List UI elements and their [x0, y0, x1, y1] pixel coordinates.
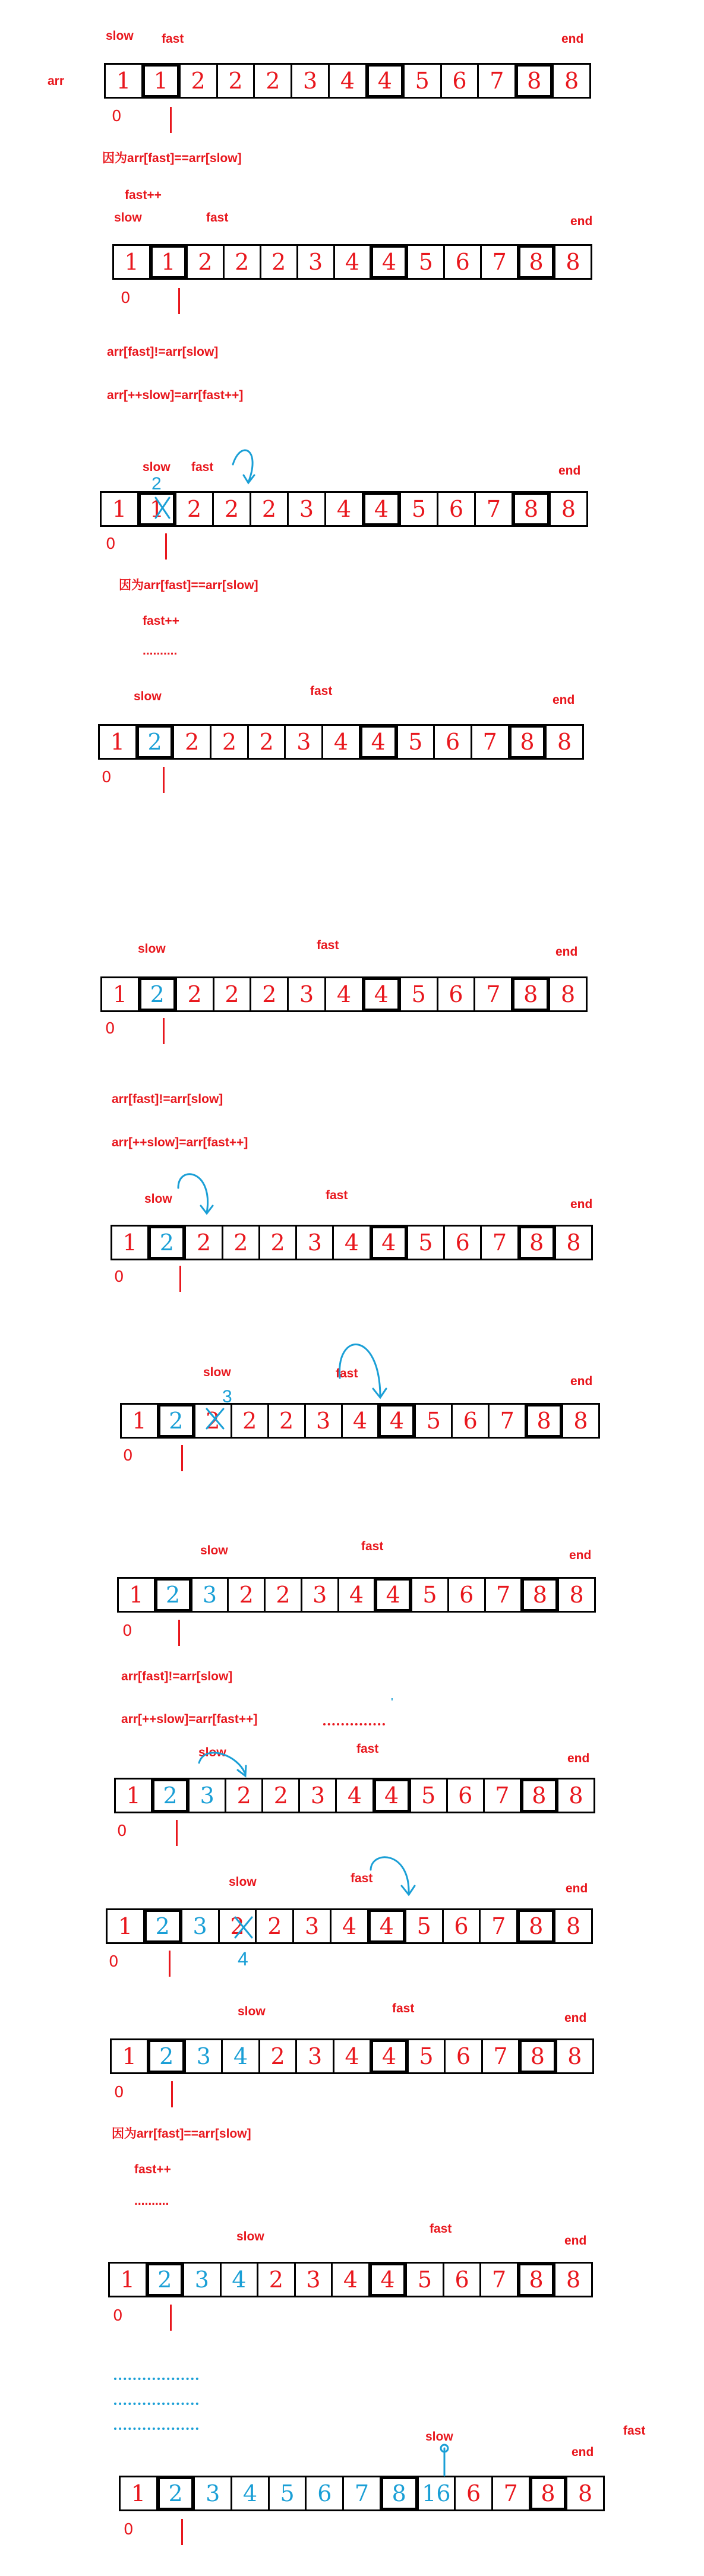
fast-label: fast	[162, 32, 184, 46]
array-cell: 8	[566, 249, 580, 275]
array-cell: 8	[526, 1405, 563, 1437]
array-cell: 4	[337, 1780, 374, 1812]
array-cell: 8	[578, 2480, 593, 2507]
end-label: end	[570, 1374, 593, 1388]
array-row	[110, 2038, 594, 2074]
array-cell: 2	[186, 1227, 223, 1259]
array-cell: 2	[258, 2264, 296, 2296]
array-cell: 7	[479, 65, 516, 97]
note-assign: arr[++slow]=arr[fast++]	[121, 1712, 258, 1726]
array-cell: 2	[153, 1780, 190, 1812]
array-cell: 2	[220, 1910, 257, 1942]
array-cell: 7	[490, 1405, 526, 1437]
array-cell: 2	[260, 2040, 297, 2072]
fast-label: fast	[623, 2424, 646, 2438]
array-cell: 8	[567, 2043, 582, 2069]
array-cell: 3	[302, 1579, 339, 1611]
array-cell: 2	[269, 1405, 306, 1437]
array-cell: 4	[326, 978, 364, 1010]
index-zero: 0	[113, 2307, 123, 2325]
array-cell: 4	[370, 2264, 408, 2296]
array-cell: 5	[408, 1227, 445, 1259]
array-cell: 8	[520, 2040, 557, 2072]
array-cell: 4	[339, 1579, 376, 1611]
array-cell: 6	[438, 978, 476, 1010]
array-cell: 2	[251, 978, 289, 1010]
array-cell: 4	[371, 1227, 408, 1259]
array-cell: 6	[449, 1579, 486, 1611]
array-cell: 5	[406, 1910, 444, 1942]
array-cell: 8	[569, 1782, 583, 1809]
array-cell: 2	[214, 978, 252, 1010]
array-cell: 1	[122, 1405, 159, 1437]
array-cell: 4	[232, 2477, 270, 2509]
overwrite-digit: 3	[222, 1387, 232, 1406]
array-cell: 7	[482, 246, 519, 278]
array-cell: 7	[483, 2040, 520, 2072]
array-cell: 1	[112, 1227, 149, 1259]
array-cell: 5	[416, 1405, 453, 1437]
array-cell: 1	[100, 726, 137, 758]
ellipsis: ..........	[143, 644, 178, 658]
note-not-equal: arr[fast]!=arr[slow]	[107, 345, 219, 359]
array-cell: 4	[379, 1405, 416, 1437]
slow-label: slow	[229, 1875, 257, 1889]
array-cell: 8	[519, 1227, 556, 1259]
array-cell: 3	[297, 2040, 334, 2072]
array-row	[98, 724, 584, 760]
fast-marker	[178, 1620, 180, 1646]
array-cell: 2	[226, 1780, 263, 1812]
array-cell: 2	[218, 65, 255, 97]
fast-label: fast	[206, 211, 229, 225]
fast-label: fast	[430, 2222, 452, 2236]
array-cell: 4	[223, 2040, 260, 2072]
end-label: end	[564, 2011, 587, 2025]
fast-marker	[170, 107, 172, 133]
curved-arrow-icon	[402, 1886, 415, 1895]
index-zero: 0	[114, 2084, 124, 2101]
array-cell: 2	[156, 1579, 192, 1611]
index-zero: 0	[105, 1020, 115, 1038]
end-label: end	[567, 1752, 590, 1765]
array-cell: 1	[119, 1579, 156, 1611]
fast-marker	[181, 2519, 183, 2545]
array-cell: 2	[261, 246, 298, 278]
array-cell: 5	[398, 726, 435, 758]
note-not-equal: arr[fast]!=arr[slow]	[112, 1092, 223, 1106]
array-cell: 1	[121, 2477, 158, 2509]
array-cell: 2	[188, 246, 225, 278]
array-cell: 7	[482, 1227, 519, 1259]
fast-marker	[179, 1266, 181, 1292]
array-cell: 8	[573, 1408, 588, 1434]
array-cell: 4	[330, 65, 367, 97]
note-equal: 因为arr[fast]==arr[slow]	[102, 151, 242, 165]
array-cell: 6	[444, 2264, 482, 2296]
fast-label: fast	[336, 1367, 358, 1380]
array-cell: 3	[306, 1405, 343, 1437]
array-cell: 16	[419, 2477, 456, 2509]
fast-marker	[171, 2081, 173, 2107]
array-cell: 6	[445, 246, 482, 278]
array-cell: 1	[112, 2040, 149, 2072]
fast-marker	[163, 767, 165, 793]
overwrite-digit: 4	[238, 1948, 248, 1970]
fast-marker	[178, 288, 180, 314]
index-zero: 0	[112, 108, 122, 125]
array-cell: 2	[255, 65, 292, 97]
fast-label: fast	[317, 938, 339, 952]
array-row	[114, 1778, 595, 1813]
array-cell: 5	[411, 1780, 448, 1812]
array-cell: 8	[522, 1579, 559, 1611]
array-cell: 8	[531, 2477, 568, 2509]
note-equal: 因为arr[fast]==arr[slow]	[112, 2127, 251, 2141]
slow-label: slow	[425, 2430, 453, 2444]
array-cell: 4	[371, 246, 408, 278]
slow-label: slow	[238, 2005, 266, 2018]
ellipsis-dots	[323, 1723, 385, 1728]
end-label: end	[564, 2234, 587, 2248]
array-cell: 4	[334, 1227, 371, 1259]
array-cell: 3	[296, 2264, 333, 2296]
slow-label: slow	[236, 2230, 264, 2243]
tick-mark: '	[391, 1697, 393, 1707]
index-zero: 0	[109, 1953, 119, 1971]
array-cell: 6	[445, 1227, 482, 1259]
array-cell: 8	[561, 496, 576, 522]
slow-label: slow	[144, 1192, 172, 1206]
array-cell: 4	[343, 1405, 380, 1437]
curved-arrow-icon	[371, 1857, 409, 1894]
array-cell: 2	[181, 65, 218, 97]
array-cell: 1	[102, 978, 140, 1010]
array-cell: 1	[151, 246, 188, 278]
array-cell: 3	[298, 246, 335, 278]
fast-label: fast	[310, 684, 333, 698]
fast-marker	[163, 1018, 165, 1044]
array-cell: 3	[195, 2477, 232, 2509]
array-cell: 1	[108, 1910, 145, 1942]
array-cell: 6	[435, 726, 472, 758]
fast-label: fast	[361, 1540, 384, 1553]
fast-label: fast	[191, 460, 214, 474]
slow-label: slow	[114, 211, 142, 225]
fast-label: fast	[392, 2002, 415, 2015]
array-cell: 2	[145, 1910, 182, 1942]
array-cell: 2	[263, 1780, 300, 1812]
array-cell: 8	[519, 246, 555, 278]
array-cell: 4	[367, 65, 405, 97]
array-cell: 2	[211, 726, 249, 758]
array-row	[119, 2476, 605, 2511]
end-label: end	[570, 1197, 593, 1211]
slow-label: slow	[198, 1746, 226, 1759]
array-cell: 2	[140, 978, 177, 1010]
array-cell: 5	[270, 2477, 307, 2509]
array-cell: 2	[232, 1405, 269, 1437]
array-cell: 7	[486, 1579, 523, 1611]
array-cell: 7	[344, 2477, 381, 2509]
array-cell: 2	[137, 726, 175, 758]
array-cell: 7	[472, 726, 510, 758]
array-cell: 2	[225, 246, 261, 278]
array-cell: 2	[174, 726, 211, 758]
array-cell: 5	[412, 1579, 449, 1611]
array-cell: 4	[364, 978, 401, 1010]
array-cell: 2	[251, 493, 289, 525]
array-row	[117, 1577, 596, 1613]
array-cell: 8	[513, 493, 551, 525]
array-cell: 8	[557, 729, 572, 755]
array-cell: 4	[371, 2040, 408, 2072]
curved-arrow-icon	[244, 475, 254, 483]
array-row	[104, 63, 591, 99]
array-cell: 2	[149, 2040, 185, 2072]
fast-marker	[165, 533, 167, 560]
array-cell: 2	[249, 726, 286, 758]
slow-label: slow	[143, 460, 171, 474]
note-fast-inc: fast++	[143, 614, 179, 628]
array-cell: 7	[475, 978, 513, 1010]
note-not-equal: arr[fast]!=arr[slow]	[121, 1670, 233, 1683]
index-zero: 0	[124, 2521, 134, 2539]
note-assign: arr[++slow]=arr[fast++]	[112, 1136, 248, 1149]
array-cell: 6	[307, 2477, 344, 2509]
ellipsis-dots	[114, 2403, 198, 2407]
array-row	[108, 2262, 593, 2297]
array-cell: 3	[289, 978, 326, 1010]
array-cell: 1	[143, 65, 181, 97]
array-cell: 4	[361, 726, 398, 758]
slow-label: slow	[203, 1366, 231, 1379]
array-cell: 2	[159, 1405, 195, 1437]
array-cell: 8	[569, 1582, 584, 1608]
array-cell: 5	[401, 978, 438, 1010]
fast-marker	[181, 1445, 183, 1471]
curved-arrow-icon	[233, 450, 252, 482]
array-cell: 3	[186, 2040, 223, 2072]
array-cell: 4	[326, 493, 364, 525]
array-cell: 4	[334, 2040, 371, 2072]
index-zero: 0	[117, 1822, 127, 1840]
array-cell: 2	[176, 493, 214, 525]
array-cell: 8	[566, 2267, 581, 2293]
note-equal: 因为arr[fast]==arr[slow]	[119, 579, 258, 592]
array-cell: 4	[375, 1579, 412, 1611]
array-cell: 3	[192, 1579, 229, 1611]
end-label: end	[566, 1882, 588, 1895]
index-zero: 0	[114, 1268, 124, 1286]
array-cell: 2	[266, 1579, 302, 1611]
index-zero: 0	[123, 1447, 133, 1465]
end-label: end	[570, 214, 593, 228]
array-cell: 5	[409, 2040, 446, 2072]
array-cell: 6	[442, 65, 479, 97]
slow-label: slow	[134, 690, 162, 703]
curved-arrow-icon	[238, 1766, 246, 1776]
ellipsis-dots	[114, 2428, 198, 2432]
fast-label: fast	[356, 1742, 379, 1756]
array-cell: 8	[381, 2477, 419, 2509]
array-cell: 6	[438, 493, 476, 525]
array-cell: 6	[446, 2040, 482, 2072]
array-cell: 8	[510, 726, 547, 758]
array-cell: 5	[401, 493, 438, 525]
array-row	[112, 244, 592, 280]
array-cell: 6	[448, 1780, 485, 1812]
fast-marker	[169, 1951, 171, 1977]
index-zero: 0	[106, 535, 116, 553]
array-cell: 8	[564, 68, 579, 94]
array-cell: 4	[222, 2264, 259, 2296]
array-row	[100, 976, 588, 1012]
array-cell: 2	[147, 2264, 185, 2296]
curved-arrow-icon	[373, 1389, 386, 1398]
array-cell: 4	[364, 493, 401, 525]
array-cell: 7	[493, 2477, 531, 2509]
end-label: end	[555, 945, 578, 959]
curved-arrow-icon	[178, 1174, 208, 1213]
array-cell: 1	[116, 1780, 153, 1812]
array-cell: 3	[294, 1910, 332, 1942]
array-cell: 1	[106, 65, 143, 97]
arr-label: arr	[48, 74, 65, 88]
array-cell: 5	[407, 2264, 444, 2296]
array-cell: 1	[110, 2264, 147, 2296]
array-cell: 1	[114, 246, 151, 278]
array-cell: 1	[102, 493, 139, 525]
note-fast-inc: fast++	[134, 2163, 171, 2176]
array-cell: 8	[513, 978, 550, 1010]
array-cell: 4	[333, 2264, 370, 2296]
array-row	[100, 491, 588, 527]
index-zero: 0	[102, 769, 112, 786]
array-cell: 7	[481, 1910, 518, 1942]
index-zero: 0	[122, 1622, 132, 1640]
ellipsis-dots	[114, 2378, 198, 2382]
array-cell: 2	[257, 1910, 294, 1942]
array-cell: 6	[453, 1405, 490, 1437]
array-cell: 3	[292, 65, 330, 97]
array-cell: 2	[149, 1227, 186, 1259]
array-cell: 7	[476, 493, 513, 525]
curved-arrow-icon	[201, 1206, 213, 1213]
array-cell: 1	[139, 493, 176, 525]
array-cell: 4	[374, 1780, 411, 1812]
array-cell: 8	[522, 1780, 558, 1812]
ellipsis: ..........	[134, 2194, 169, 2208]
end-label: end	[558, 464, 581, 478]
fast-label: fast	[326, 1189, 348, 1202]
array-cell: 5	[408, 246, 445, 278]
array-cell: 2	[229, 1579, 266, 1611]
end-label: end	[572, 2445, 594, 2459]
array-cell: 2	[260, 1227, 297, 1259]
overwrite-digit: 2	[151, 474, 162, 494]
array-row	[106, 1908, 593, 1944]
array-row	[120, 1403, 600, 1439]
array-cell: 7	[485, 1780, 522, 1812]
array-cell: 7	[481, 2264, 519, 2296]
array-cell: 6	[456, 2477, 493, 2509]
note-assign: arr[++slow]=arr[fast++]	[107, 388, 244, 402]
slow-label: slow	[138, 942, 166, 956]
array-cell: 2	[195, 1405, 232, 1437]
array-cell: 3	[289, 493, 326, 525]
array-cell: 2	[214, 493, 251, 525]
index-zero: 0	[121, 289, 131, 307]
end-label: end	[561, 32, 584, 46]
array-cell: 3	[286, 726, 323, 758]
array-cell: 3	[190, 1780, 226, 1812]
array-cell: 5	[405, 65, 442, 97]
array-cell: 2	[223, 1227, 260, 1259]
fast-label: fast	[351, 1872, 373, 1885]
array-cell: 8	[519, 2264, 556, 2296]
array-cell: 4	[323, 726, 361, 758]
array-cell: 3	[297, 1227, 334, 1259]
array-row	[111, 1225, 593, 1260]
array-cell: 4	[369, 1910, 406, 1942]
array-cell: 8	[516, 65, 554, 97]
slow-label: slow	[106, 29, 134, 43]
array-cell: 2	[158, 2477, 195, 2509]
array-cell: 8	[518, 1910, 555, 1942]
slow-label: slow	[200, 1544, 228, 1557]
array-cell: 2	[177, 978, 214, 1010]
fast-marker	[176, 1820, 178, 1846]
array-cell: 4	[332, 1910, 369, 1942]
array-cell: 8	[560, 981, 576, 1007]
array-cell: 3	[184, 2264, 222, 2296]
array-cell: 4	[335, 246, 372, 278]
array-cell: 8	[566, 1913, 581, 1939]
array-cell: 6	[444, 1910, 481, 1942]
array-cell: 3	[300, 1780, 337, 1812]
slow-pointer-dot-icon	[441, 2445, 448, 2452]
array-cell: 3	[182, 1910, 220, 1942]
end-label: end	[553, 693, 575, 707]
end-label: end	[569, 1548, 592, 1562]
note-fast-inc: fast++	[125, 188, 162, 202]
array-cell: 8	[566, 1229, 581, 1256]
fast-marker	[170, 2305, 172, 2331]
